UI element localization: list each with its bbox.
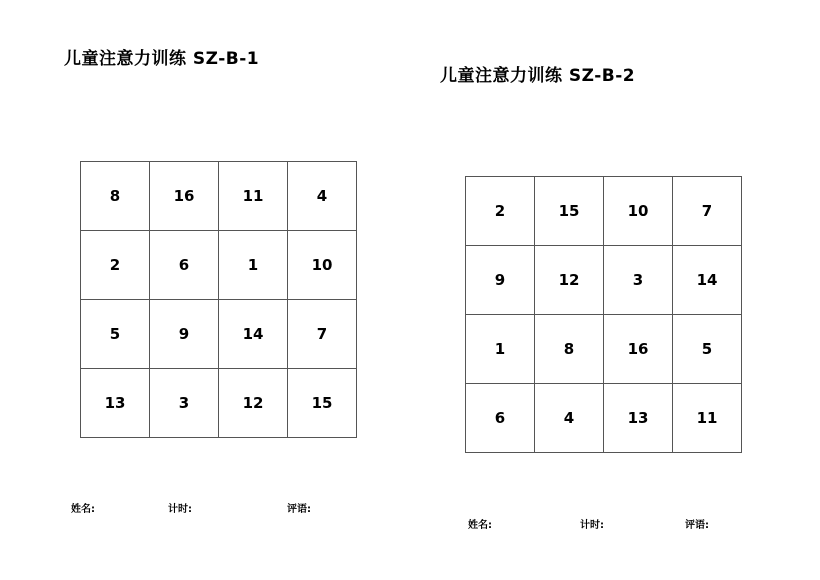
grid-cell: 4	[535, 384, 604, 453]
worksheet-title: 儿童注意力训练 SZ-B-1	[64, 49, 260, 69]
grid-cell: 16	[150, 162, 219, 231]
comment-label: 评语:	[685, 520, 709, 531]
grid-cell: 11	[219, 162, 288, 231]
grid-row	[466, 384, 742, 453]
grid-cell: 1	[466, 315, 535, 384]
number-grid	[80, 161, 357, 438]
grid-cell: 1	[219, 231, 288, 300]
grid-cell: 13	[81, 369, 150, 438]
grid-cell: 13	[604, 384, 673, 453]
grid-row	[466, 315, 742, 384]
comment-label: 评语:	[287, 504, 311, 515]
grid-cell: 11	[673, 384, 742, 453]
grid-cell: 9	[150, 300, 219, 369]
grid-cell: 12	[219, 369, 288, 438]
grid-cell: 8	[81, 162, 150, 231]
grid-cell: 12	[535, 246, 604, 315]
grid-cell: 15	[535, 177, 604, 246]
timer-label: 计时:	[580, 520, 604, 531]
grid-row	[466, 177, 742, 246]
grid-cell: 14	[219, 300, 288, 369]
grid-cell: 5	[81, 300, 150, 369]
grid-cell: 10	[604, 177, 673, 246]
grid-cell: 7	[288, 300, 357, 369]
grid-cell: 15	[288, 369, 357, 438]
grid-cell: 14	[673, 246, 742, 315]
grid-cell: 10	[288, 231, 357, 300]
grid-cell: 2	[466, 177, 535, 246]
grid-row	[81, 300, 357, 369]
grid-cell: 9	[466, 246, 535, 315]
grid-cell: 16	[604, 315, 673, 384]
grid-cell: 2	[81, 231, 150, 300]
grid-cell: 7	[673, 177, 742, 246]
grid-cell: 6	[466, 384, 535, 453]
name-label: 姓名:	[71, 504, 95, 515]
grid-cell: 6	[150, 231, 219, 300]
timer-label: 计时:	[168, 504, 192, 515]
grid-row	[466, 246, 742, 315]
grid-row	[81, 369, 357, 438]
grid-cell: 4	[288, 162, 357, 231]
worksheet-title: 儿童注意力训练 SZ-B-2	[440, 66, 636, 86]
number-grid	[465, 176, 742, 453]
grid-cell: 8	[535, 315, 604, 384]
grid-cell: 3	[150, 369, 219, 438]
grid-cell: 5	[673, 315, 742, 384]
name-label: 姓名:	[468, 520, 492, 531]
grid-row	[81, 162, 357, 231]
grid-row	[81, 231, 357, 300]
grid-cell: 3	[604, 246, 673, 315]
